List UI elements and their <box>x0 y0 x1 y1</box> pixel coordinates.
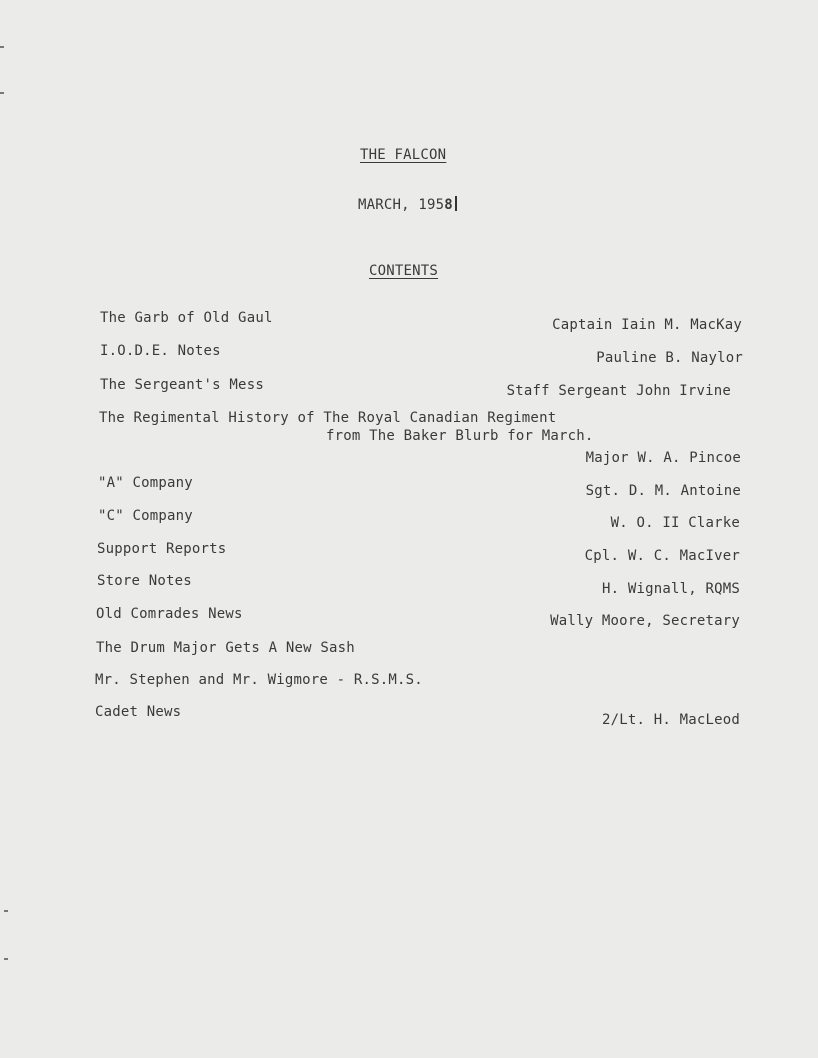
entry-author: Cpl. W. C. MacIver <box>584 548 740 564</box>
document-date <box>358 196 457 213</box>
entry-title: Store Notes <box>97 573 192 589</box>
punch-mark <box>0 92 4 94</box>
punch-mark <box>4 958 8 960</box>
entry-title: The Drum Major Gets A New Sash <box>96 640 355 656</box>
contents-heading: CONTENTS <box>369 263 439 279</box>
entry-author: Captain Iain M. MacKay <box>552 317 742 333</box>
typing-cursor-mark <box>455 196 457 211</box>
entry-title: "A" Company <box>98 475 193 491</box>
entry-author: Staff Sergeant John Irvine <box>506 383 731 399</box>
date-text: MARCH, 195 <box>358 197 445 213</box>
entry-title: I.O.D.E. Notes <box>100 343 221 359</box>
document-title: THE FALCON <box>360 147 447 163</box>
punch-mark <box>0 46 4 48</box>
entry-title: The Garb of Old Gaul <box>100 310 273 326</box>
entry-title: Mr. Stephen and Mr. Wigmore - R.S.M.S. <box>95 672 423 688</box>
entry-subtitle: from The Baker Blurb for March. <box>326 428 594 444</box>
entry-author: W. O. II Clarke <box>610 515 740 531</box>
entry-title: Old Comrades News <box>96 606 243 622</box>
entry-author: Sgt. D. M. Antoine <box>585 483 741 499</box>
entry-author: H. Wignall, RQMS <box>601 581 740 597</box>
date-overtyped-digit: 8 <box>444 197 453 213</box>
entry-author: Major W. A. Pincoe <box>585 450 741 466</box>
entry-title: The Sergeant's Mess <box>100 377 264 393</box>
entry-title: Cadet News <box>95 704 182 720</box>
entry-title: Support Reports <box>97 541 227 557</box>
entry-title: The Regimental History of The Royal Canadian Regiment <box>99 410 557 426</box>
entry-author: 2/Lt. H. MacLeod <box>601 712 740 728</box>
entry-title: "C" Company <box>98 508 193 524</box>
entry-author: Wally Moore, Secretary <box>550 613 740 629</box>
punch-mark <box>4 910 8 912</box>
entry-author: Pauline B. Naylor <box>596 350 743 366</box>
